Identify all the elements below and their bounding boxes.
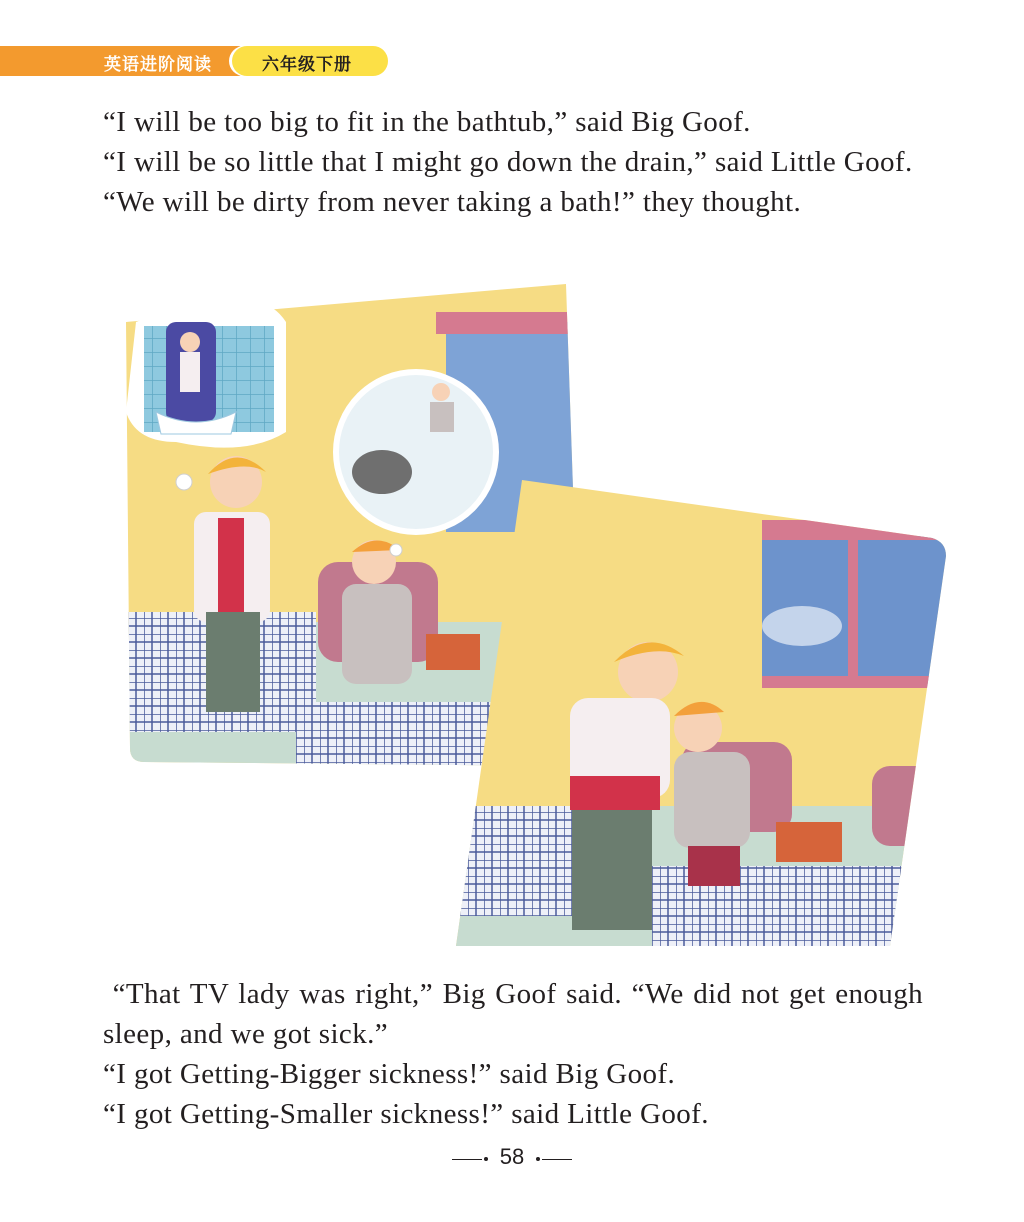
text-line: “That TV lady was right,” Big Goof said. “We did not get enough sleep, and we got sick.” (103, 978, 931, 1050)
grade-label: 六年级下册 (262, 55, 352, 75)
footer-rule-left (452, 1159, 482, 1160)
top-paragraph (103, 102, 923, 222)
bottom-paragraph (103, 974, 931, 1134)
header-banner (0, 46, 400, 76)
text-line: “I will be too big to fit in the bathtub,” said Big Goof. (103, 106, 751, 138)
page-number: 58 (499, 1144, 525, 1169)
footer-dot-left (484, 1157, 488, 1161)
text-line: “I will be so little that I might go down the drain,” said Little Goof. (103, 146, 913, 178)
footer-dot-right (536, 1157, 540, 1161)
text-line: “I got Getting-Smaller sickness!” said Little Goof. (103, 1098, 709, 1130)
illustration-right (452, 476, 948, 956)
text-line: “I got Getting-Bigger sickness!” said Big Goof. (103, 1058, 676, 1090)
text-line: “We will be dirty from never taking a bath!” they thought. (103, 186, 802, 218)
series-title: 英语进阶阅读 (104, 55, 212, 75)
page-footer (452, 1144, 572, 1174)
footer-rule-right (542, 1159, 572, 1160)
